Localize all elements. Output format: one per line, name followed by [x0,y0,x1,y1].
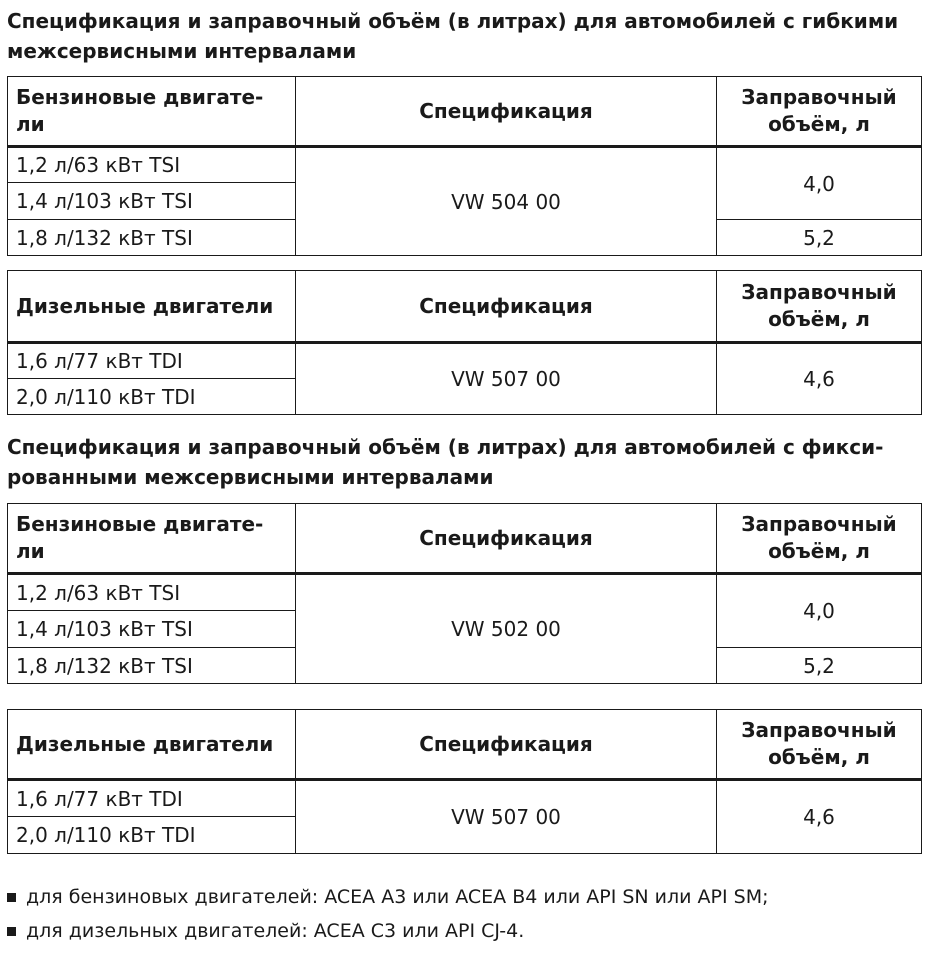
engine-cell: 2,0 л/110 кВт TDI [8,379,296,415]
note-item [7,914,768,948]
header-engine: Бензиновые двигате-ли [8,504,296,574]
spec-cell: VW 507 00 [296,343,717,415]
table-row [8,343,922,379]
table-header-row [8,77,922,147]
header-spec: Спецификация [296,271,717,343]
header-engine: Бензиновые двигате-ли [8,77,296,147]
header-spec: Спецификация [296,710,717,780]
table-row [8,780,922,817]
note-item [7,880,768,914]
header-spec: Спецификация [296,77,717,147]
table-header-row [8,271,922,343]
note-text: для дизельных двигателей: ACEA C3 или API CJ-4. [26,920,525,942]
note-text: для бензиновых двигателей: ACEA A3 или ACEA B4 или API SN или API SM; [26,886,769,908]
engine-cell: 1,2 л/63 кВт TSI [8,147,296,183]
table-row [8,147,922,183]
volume-cell: 5,2 [717,220,922,256]
engine-cell: 1,6 л/77 кВт TDI [8,343,296,379]
table-header-row [8,504,922,574]
spec-cell: VW 507 00 [296,780,717,854]
engine-cell: 1,4 л/103 кВт TSI [8,183,296,220]
engine-cell: 2,0 л/110 кВт TDI [8,817,296,854]
volume-cell: 4,0 [717,147,922,220]
header-volume: Заправочный объём, л [717,77,922,147]
header-volume: Заправочный объём, л [717,271,922,343]
volume-cell: 4,6 [717,343,922,415]
diesel-table-flexible [7,270,922,415]
header-engine: Дизельные двигатели [8,710,296,780]
engine-cell: 1,4 л/103 кВт TSI [8,611,296,648]
engine-cell: 1,8 л/132 кВт TSI [8,220,296,256]
petrol-table-flexible [7,76,922,256]
spec-cell: VW 504 00 [296,147,717,256]
engine-cell: 1,8 л/132 кВт TSI [8,648,296,684]
header-spec: Спецификация [296,504,717,574]
volume-cell: 5,2 [717,648,922,684]
bullet-icon [7,927,16,936]
table-header-row [8,710,922,780]
engine-cell: 1,2 л/63 кВт TSI [8,574,296,611]
section-title-flexible: Спецификация и заправочный объём (в литрах) для автомобилей с гибкими межсервисными интервалами [7,9,899,63]
notes-list [7,880,768,948]
volume-cell: 4,0 [717,574,922,648]
petrol-table-fixed [7,503,922,684]
table-row [8,574,922,611]
engine-cell: 1,6 л/77 кВт TDI [8,780,296,817]
bullet-icon [7,893,16,902]
header-engine: Дизельные двигатели [8,271,296,343]
header-volume: Заправочный объём, л [717,504,922,574]
spec-cell: VW 502 00 [296,574,717,684]
diesel-table-fixed [7,709,922,854]
volume-cell: 4,6 [717,780,922,854]
header-volume: Заправочный объём, л [717,710,922,780]
section-title-fixed: Спецификация и заправочный объём (в литрах) для автомобилей с фикси-рованными межсервисными интервалами [7,435,884,489]
